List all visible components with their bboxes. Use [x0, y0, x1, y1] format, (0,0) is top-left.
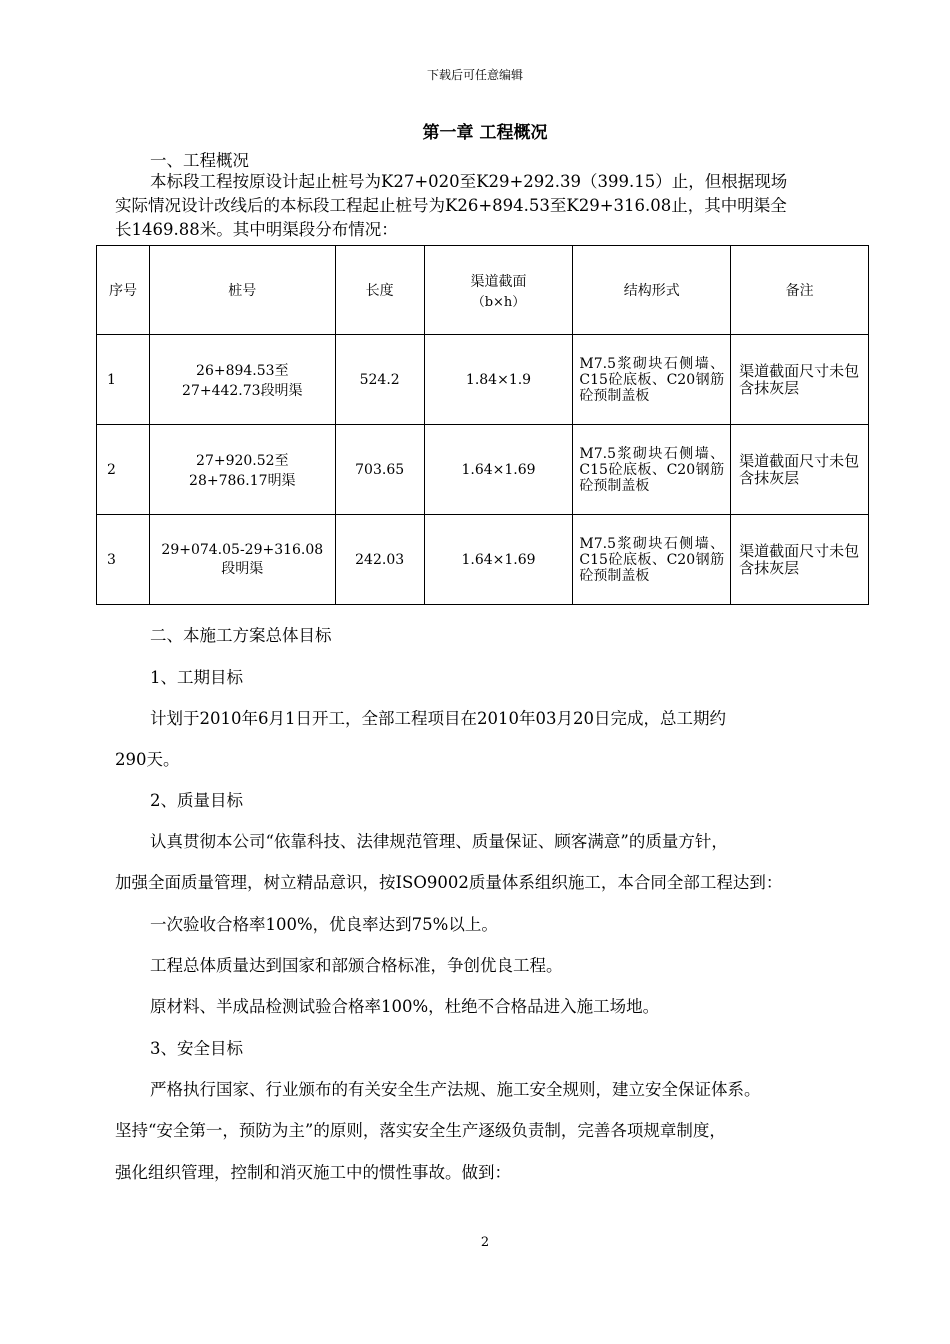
- row-pile-line2: 27+442.73段明渠: [182, 382, 303, 399]
- safety-line-3: 强化组织管理，控制和消灭施工中的惯性事故。做到：: [115, 1163, 511, 1182]
- row-remarks: 渠道截面尺寸未包含抹灰层: [731, 335, 869, 425]
- intro-line-3: 长1469.88米。其中明渠段分布情况：: [115, 220, 398, 239]
- row-length: 524.2: [335, 335, 424, 425]
- header-section-line2: （b×h）: [471, 294, 526, 310]
- row-pile: [149, 425, 335, 515]
- safety-line-2: 坚持“安全第一，预防为主”的原则，落实安全生产逐级负责制，完善各项规章制度，: [115, 1121, 726, 1140]
- table-row: [97, 515, 869, 605]
- intro-line-1: 本标段工程按原设计起止桩号为K27+020至K29+292.39（399.15）止，但根据现场: [150, 172, 788, 191]
- schedule-line-2: 290天。: [115, 750, 180, 769]
- header-section: [424, 246, 573, 335]
- row-structure: M7.5浆砌块石侧墙、C15砼底板、C20钢筋砼预制盖板: [573, 335, 731, 425]
- row-section: 1.84×1.9: [424, 335, 573, 425]
- row-section: 1.64×1.69: [424, 425, 573, 515]
- header-length: 长度: [335, 246, 424, 335]
- quality-line-1: 认真贯彻本公司“依靠科技、法律规范管理、质量保证、顾客满意”的质量方针，: [150, 832, 728, 851]
- intro-line-2: 实际情况设计改线后的本标段工程起止桩号为K26+894.53至K29+316.08止，其中明渠全: [115, 196, 787, 215]
- header-structure: 结构形式: [573, 246, 731, 335]
- row-pile: [149, 515, 335, 605]
- row-pile-line1: 26+894.53至: [196, 362, 289, 379]
- chapter-title: 第一章 工程概况: [422, 123, 548, 143]
- quality-goal-heading: 2、质量目标: [150, 791, 243, 810]
- row-structure: M7.5浆砌块石侧墙、C15砼底板、C20钢筋砼预制盖板: [573, 425, 731, 515]
- page-number: 2: [480, 1235, 490, 1250]
- safety-goal-heading: 3、安全目标: [150, 1039, 243, 1058]
- quality-line-5: 原材料、半成品检测试验合格率100%，杜绝不合格品进入施工场地。: [150, 997, 660, 1016]
- schedule-goal-heading: 1、工期目标: [150, 668, 243, 687]
- page-header: 下载后可任意编辑: [426, 68, 523, 82]
- row-length: 242.03: [335, 515, 424, 605]
- section1-heading: 一、工程概况: [150, 151, 249, 170]
- safety-line-1: 严格执行国家、行业颁布的有关安全生产法规、施工安全规则，建立安全保证体系。: [150, 1080, 761, 1099]
- row-pile-line1: 29+074.05-29+316.08: [161, 541, 324, 558]
- row-seq: 2: [97, 425, 150, 515]
- table-header-row: [97, 246, 869, 335]
- header-pile: 桩号: [149, 246, 335, 335]
- row-section: 1.64×1.69: [424, 515, 573, 605]
- row-pile-line2: 28+786.17明渠: [189, 472, 296, 489]
- row-seq: 1: [97, 335, 150, 425]
- row-remarks: 渠道截面尺寸未包含抹灰层: [731, 425, 869, 515]
- row-structure: M7.5浆砌块石侧墙、C15砼底板、C20钢筋砼预制盖板: [573, 515, 731, 605]
- channel-distribution-table: [96, 245, 869, 605]
- quality-line-2: 加强全面质量管理，树立精品意识，按ISO9002质量体系组织施工，本合同全部工程达到：: [115, 873, 783, 892]
- row-length: 703.65: [335, 425, 424, 515]
- row-pile-line2: 段明渠: [221, 560, 264, 577]
- section2-heading: 二、本施工方案总体目标: [150, 626, 332, 645]
- header-remarks: 备注: [731, 246, 869, 335]
- header-seq: 序号: [97, 246, 150, 335]
- quality-line-4: 工程总体质量达到国家和部颁合格标准，争创优良工程。: [150, 956, 563, 975]
- row-pile-line1: 27+920.52至: [196, 452, 289, 469]
- intro-paragraph: [115, 170, 860, 242]
- quality-line-3: 一次验收合格率100%，优良率达到75%以上。: [150, 915, 498, 934]
- row-remarks: 渠道截面尺寸未包含抹灰层: [731, 515, 869, 605]
- header-section-line1: 渠道截面: [470, 273, 527, 290]
- row-pile: [149, 335, 335, 425]
- row-seq: 3: [97, 515, 150, 605]
- table-row: [97, 425, 869, 515]
- table-row: [97, 335, 869, 425]
- schedule-line-1: 计划于2010年6月1日开工，全部工程项目在2010年03月20日完成，总工期约: [150, 709, 726, 728]
